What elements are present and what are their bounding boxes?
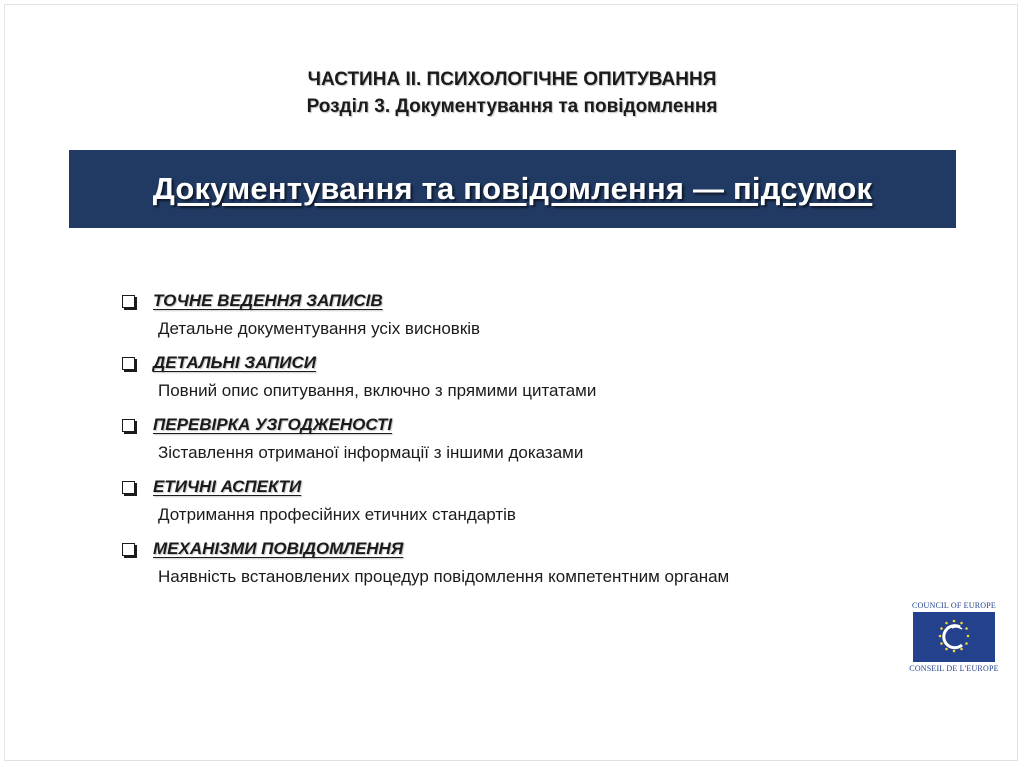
council-of-europe-logo bbox=[906, 601, 1002, 671]
item-title: МЕХАНІЗМИ ПОВІДОМЛЕННЯ bbox=[153, 539, 404, 558]
checkbox-bullet-icon bbox=[122, 419, 135, 432]
checkbox-bullet-icon bbox=[122, 481, 135, 494]
title-banner bbox=[69, 150, 956, 228]
part-title: ЧАСТИНА II. ПСИХОЛОГІЧНЕ ОПИТУВАННЯ bbox=[307, 69, 717, 90]
checkbox-bullet-icon bbox=[122, 543, 135, 556]
item-description: Дотримання професійних етичних стандартів bbox=[158, 505, 516, 524]
section-title: Розділ 3. Документування та повідомлення bbox=[306, 96, 718, 117]
item-description: Зіставлення отриманої інформації з іншими доказами bbox=[158, 443, 584, 462]
item-title: ПЕРЕВІРКА УЗГОДЖЕНОСТІ bbox=[153, 415, 393, 434]
logo-bottom-text: CONSEIL DE L'EUROPE bbox=[909, 664, 999, 673]
item-description: Наявність встановлених процедур повідомлення компетентним органам bbox=[158, 567, 730, 586]
list-item bbox=[118, 473, 938, 535]
checkbox-bullet-icon bbox=[122, 357, 135, 370]
item-description: Детальне документування усіх висновків bbox=[158, 319, 481, 338]
checkbox-bullet-icon bbox=[122, 295, 135, 308]
summary-list bbox=[118, 287, 938, 597]
list-item bbox=[118, 411, 938, 473]
item-title: ЕТИЧНІ АСПЕКТИ bbox=[153, 477, 302, 496]
logo-emblem-icon bbox=[913, 612, 995, 662]
item-title: ДЕТАЛЬНІ ЗАПИСИ bbox=[153, 353, 317, 372]
item-description: Повний опис опитування, включно з прямими цитатами bbox=[158, 381, 597, 400]
logo-top-text: COUNCIL OF EUROPE bbox=[912, 601, 996, 610]
banner-title: Документування та повідомлення — підсумок bbox=[152, 171, 873, 206]
list-item bbox=[118, 349, 938, 411]
slide-header bbox=[0, 66, 1024, 120]
list-item bbox=[118, 535, 938, 597]
list-item bbox=[118, 287, 938, 349]
item-title: ТОЧНЕ ВЕДЕННЯ ЗАПИСІВ bbox=[153, 291, 383, 310]
